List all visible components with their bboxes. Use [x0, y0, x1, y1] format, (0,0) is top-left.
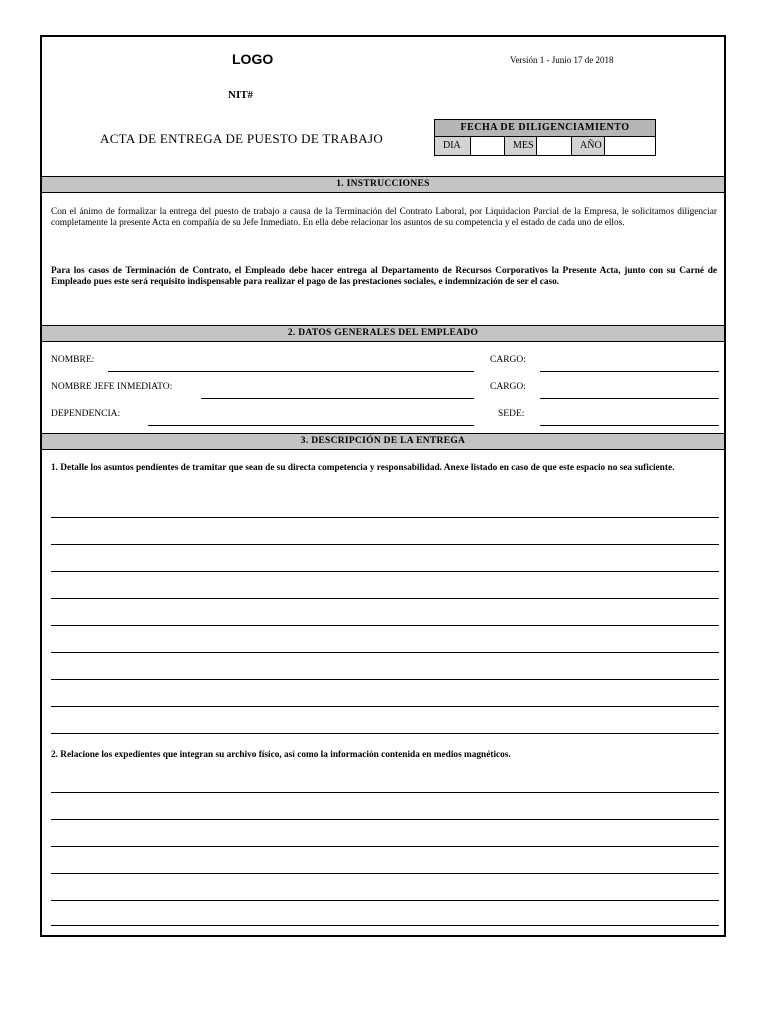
- dependencia-field[interactable]: [148, 425, 474, 426]
- section-datos-header: 2. DATOS GENERALES DEL EMPLEADO: [42, 325, 724, 342]
- question-2: 2. Relacione los expedientes que integran su archivo físico, así como la información contenida en medios magnéticos.: [51, 750, 511, 760]
- cargo-label: CARGO:: [490, 355, 526, 365]
- answer-1-line[interactable]: [51, 598, 719, 599]
- fecha-title: FECHA DE DILIGENCIAMIENTO: [435, 120, 655, 137]
- answer-1-line[interactable]: [51, 679, 719, 680]
- answer-1-line[interactable]: [51, 652, 719, 653]
- dia-field[interactable]: [471, 137, 505, 155]
- cargo-jefe-label: CARGO:: [490, 382, 526, 392]
- sede-label: SEDE:: [498, 409, 525, 419]
- mes-label: MES: [505, 137, 537, 155]
- logo: LOGO: [232, 51, 274, 67]
- answer-1-line[interactable]: [51, 706, 719, 707]
- answer-1-line[interactable]: [51, 544, 719, 545]
- section-descripcion-header: 3. DESCRIPCIÓN DE LA ENTREGA: [42, 433, 724, 450]
- document-title: ACTA DE ENTREGA DE PUESTO DE TRABAJO: [100, 131, 384, 146]
- cargo-field[interactable]: [540, 371, 719, 372]
- instrucciones-paragraph-1: Con el ánimo de formalizar la entrega del puesto de trabajo a causa de la Terminación del Contrato Laboral, por Liquidacion Parcial de la Empresa, le solicitamos diligenciar completamente la presente Acta en compañía de su Jefe Inmediato. En ella debe relacionar los asuntos de su competencia y el estado de cada uno de ellos.: [51, 207, 717, 228]
- nombre-field[interactable]: [108, 371, 474, 372]
- dependencia-label: DEPENDENCIA:: [51, 409, 121, 419]
- acta-form: [40, 35, 726, 937]
- answer-1-line[interactable]: [51, 625, 719, 626]
- nombre-label: NOMBRE:: [51, 355, 95, 365]
- answer-2-line[interactable]: [51, 819, 719, 820]
- question-1: 1. Detalle los asuntos pendientes de tramitar que sean de su directa competencia y responsabilidad. Anexe listado en caso de que este espacio no sea suficiente.: [51, 463, 675, 473]
- fecha-row: [435, 137, 655, 155]
- answer-2-line[interactable]: [51, 873, 719, 874]
- anio-label: AÑO: [572, 137, 605, 155]
- sede-field[interactable]: [540, 425, 719, 426]
- answer-1-line[interactable]: [51, 733, 719, 734]
- answer-1-line[interactable]: [51, 517, 719, 518]
- answer-2-line[interactable]: [51, 925, 719, 926]
- section-instrucciones-header: 1. INSTRUCCIONES: [42, 176, 724, 193]
- version-text: Versión 1 - Junio 17 de 2018: [510, 55, 614, 65]
- answer-2-line[interactable]: [51, 846, 719, 847]
- answer-2-line[interactable]: [51, 792, 719, 793]
- instrucciones-paragraph-2: Para los casos de Terminación de Contrato, el Empleado debe hacer entrega al Departamento de Recursos Corporativos la Presente Acta, junto con su Carné de Empleado pues este será requisito indispensable para realizar el pago de las prestaciones sociales, e indemnización de ser el caso.: [51, 266, 717, 287]
- fecha-box: [434, 119, 656, 156]
- jefe-label: NOMBRE JEFE INMEDIATO:: [51, 382, 173, 392]
- answer-1-line[interactable]: [51, 571, 719, 572]
- cargo-jefe-field[interactable]: [540, 398, 719, 399]
- nit-label: NIT#: [228, 89, 254, 101]
- anio-field[interactable]: [605, 137, 654, 155]
- dia-label: DIA: [435, 137, 471, 155]
- jefe-field[interactable]: [201, 398, 474, 399]
- answer-2-line[interactable]: [51, 900, 719, 901]
- mes-field[interactable]: [537, 137, 572, 155]
